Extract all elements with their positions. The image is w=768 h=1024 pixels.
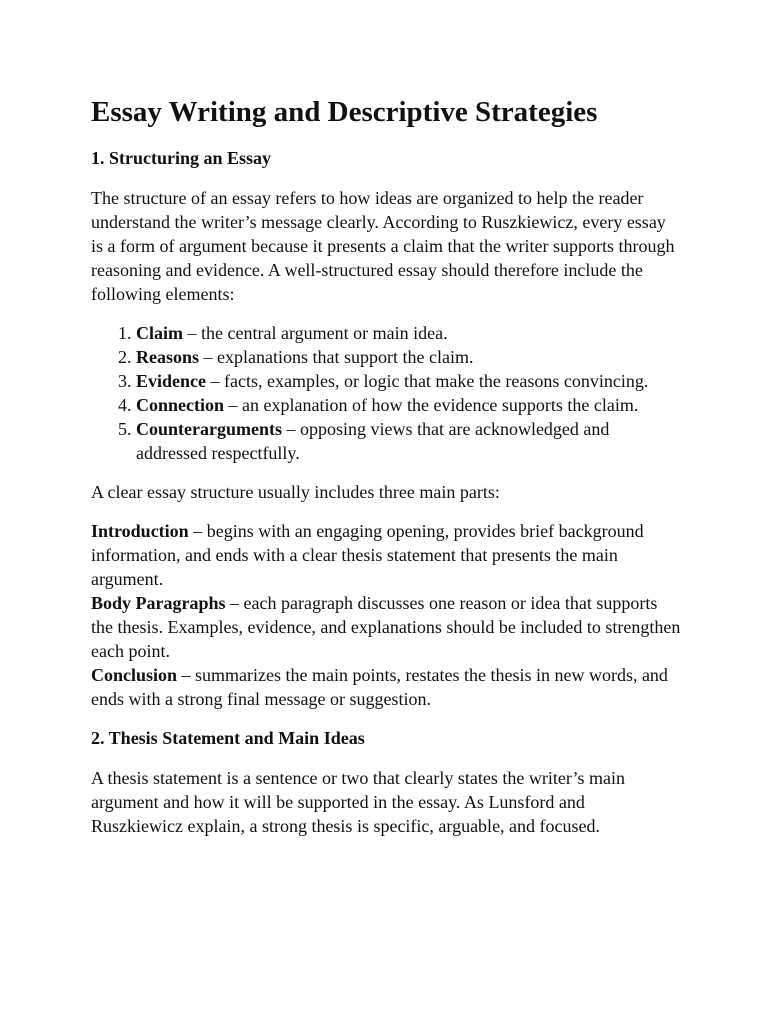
- list-item: [136, 345, 681, 369]
- section2-intro-paragraph: A thesis statement is a sentence or two that clearly states the writer’s main argument and how it will be supported in the essay. As Lunsford and Ruszkiewicz explain, a strong thesis is specific, arguable, and focused.: [91, 768, 626, 836]
- essay-elements-list: [91, 321, 681, 465]
- part-desc: – each paragraph discusses one reason or idea that supports the thesis. Examples, evidence, and explanations should be included to strengthen each point.: [91, 593, 681, 661]
- list-item-desc: – the central argument or main idea.: [183, 323, 448, 343]
- part-term: Body Paragraphs: [91, 593, 226, 613]
- list-item: [136, 393, 681, 417]
- list-item-term: Reasons: [136, 347, 200, 367]
- essay-parts-block: [91, 519, 681, 711]
- part-term: Conclusion: [91, 665, 178, 685]
- part-desc: – summarizes the main points, restates the thesis in new words, and ends with a strong final message or suggestion.: [91, 665, 668, 709]
- part-desc: – begins with an engaging opening, provides brief background information, and ends with a clear thesis statement that presents the main argument.: [91, 521, 644, 589]
- list-item-term: Connection: [136, 395, 225, 415]
- part-paragraph-conclusion: [91, 663, 681, 711]
- list-item-desc: – explanations that support the claim.: [199, 347, 474, 367]
- section-heading-structuring: 1. Structuring an Essay: [91, 148, 272, 168]
- document-page: [91, 92, 681, 838]
- list-item-term: Counterarguments: [136, 419, 282, 439]
- section-heading-thesis: 2. Thesis Statement and Main Ideas: [91, 728, 365, 748]
- part-term: Introduction: [91, 521, 189, 541]
- parts-intro-paragraph: A clear essay structure usually includes three main parts:: [91, 482, 500, 502]
- list-item: [136, 321, 681, 345]
- list-item-desc: – opposing views that are acknowledged and addressed respectfully.: [136, 419, 610, 463]
- list-item: [136, 417, 681, 465]
- list-item-desc: – facts, examples, or logic that make the reasons convincing.: [206, 371, 649, 391]
- list-item: [136, 369, 681, 393]
- list-item-desc: – an explanation of how the evidence supports the claim.: [224, 395, 639, 415]
- section1-intro-paragraph: The structure of an essay refers to how ideas are organized to help the reader understand the writer’s message clearly. According to Ruszkiewicz, every essay is a form of argument because it presents a claim that the writer supports through reasoning and evidence. A well-structured essay should therefore include the following elements:: [91, 188, 675, 304]
- part-paragraph-body: [91, 591, 681, 663]
- list-item-term: Claim: [136, 323, 183, 343]
- document-title: Essay Writing and Descriptive Strategies: [91, 96, 598, 128]
- list-item-term: Evidence: [136, 371, 206, 391]
- part-paragraph-introduction: [91, 519, 681, 591]
